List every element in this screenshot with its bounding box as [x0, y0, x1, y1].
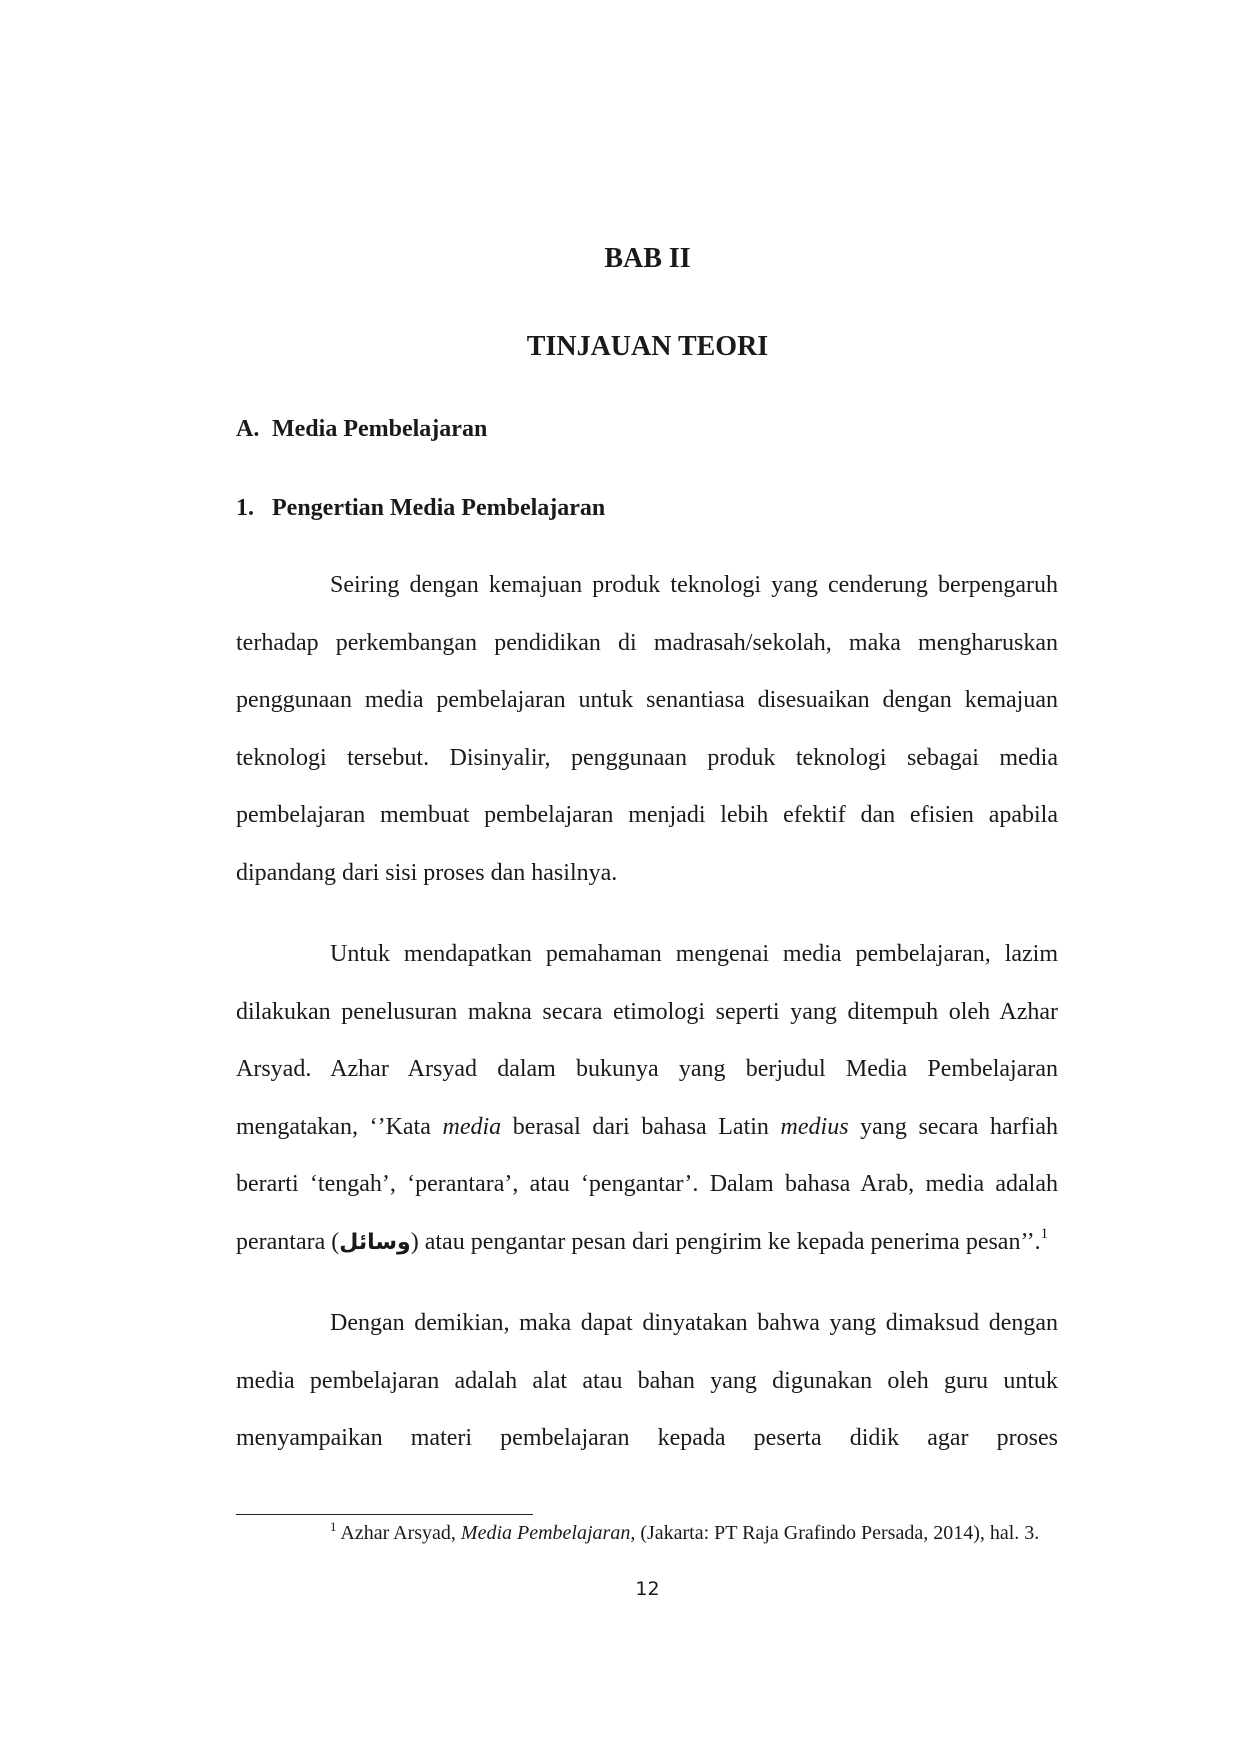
- footnote: [236, 1518, 1058, 1548]
- section-title: Media Pembelajaran: [272, 416, 488, 442]
- subsection-title: Pengertian Media Pembelajaran: [272, 495, 606, 521]
- page-number: 12: [635, 1578, 660, 1600]
- italic-term-media: media: [442, 1113, 502, 1140]
- section-letter: A.: [236, 416, 260, 442]
- footnote-separator: [236, 1514, 533, 1515]
- paragraph-2-text-2: berasal dari bahasa Latin: [501, 1113, 781, 1140]
- chapter-title: TINJAUAN TEORI: [526, 331, 769, 362]
- arabic-term: وسائل: [339, 1229, 411, 1255]
- paragraph-2-text-3: yang secara harfiah berarti ‘tengah’, ‘perantara’, atau ‘pengantar’. Dalam bahasa Arab, media adalah perantara (: [236, 1113, 1058, 1255]
- footnote-author: Azhar Arsyad,: [336, 1522, 461, 1544]
- footnote-book-title: Media Pembelajaran: [460, 1522, 631, 1544]
- chapter-number: BAB II: [604, 243, 691, 274]
- subsection-heading: [236, 495, 605, 522]
- paragraph-2: [236, 926, 1058, 1271]
- footnote-reference[interactable]: 1: [1040, 1225, 1049, 1242]
- italic-term-medius: medius: [780, 1113, 849, 1140]
- paragraph-2-text-1: Untuk mendapatkan pemahaman mengenai media pembelajaran, lazim dilakukan penelusuran makna secara etimologi seperti yang ditempuh oleh Azhar Arsyad. Azhar Arsyad dalam bukunya yang berjudul Media Pembelajaran mengatakan, ‘’Kata: [236, 941, 1058, 1140]
- section-heading: [236, 416, 487, 443]
- footnote-mark: 1: [330, 1519, 337, 1534]
- footnote-publication: , (Jakarta: PT Raja Grafindo Persada, 2014), hal. 3.: [630, 1522, 1040, 1544]
- paragraph-1: Seiring dengan kemajuan produk teknologi yang cenderung berpengaruh terhadap perkembangan pendidikan di madrasah/sekolah, maka mengharuskan penggunaan media pembelajaran untuk senantiasa disesuaikan dengan kemajuan teknologi tersebut. Disinyalir, penggunaan produk teknologi sebagai media pembelajaran membuat pembelajaran menjadi lebih efektif dan efisien apabila dipandang dari sisi proses dan hasilnya.: [236, 572, 1058, 886]
- paragraph-2-text-4: ) atau pengantar pesan dari pengirim ke kepada penerima pesan’’.: [410, 1228, 1041, 1255]
- subsection-number: 1.: [236, 495, 254, 521]
- paragraph-3: Dengan demikian, maka dapat dinyatakan bahwa yang dimaksud dengan media pembelajaran adalah alat atau bahan yang digunakan oleh guru untuk menyampaikan materi pembelajaran kepada peserta didik agar proses: [236, 1310, 1058, 1451]
